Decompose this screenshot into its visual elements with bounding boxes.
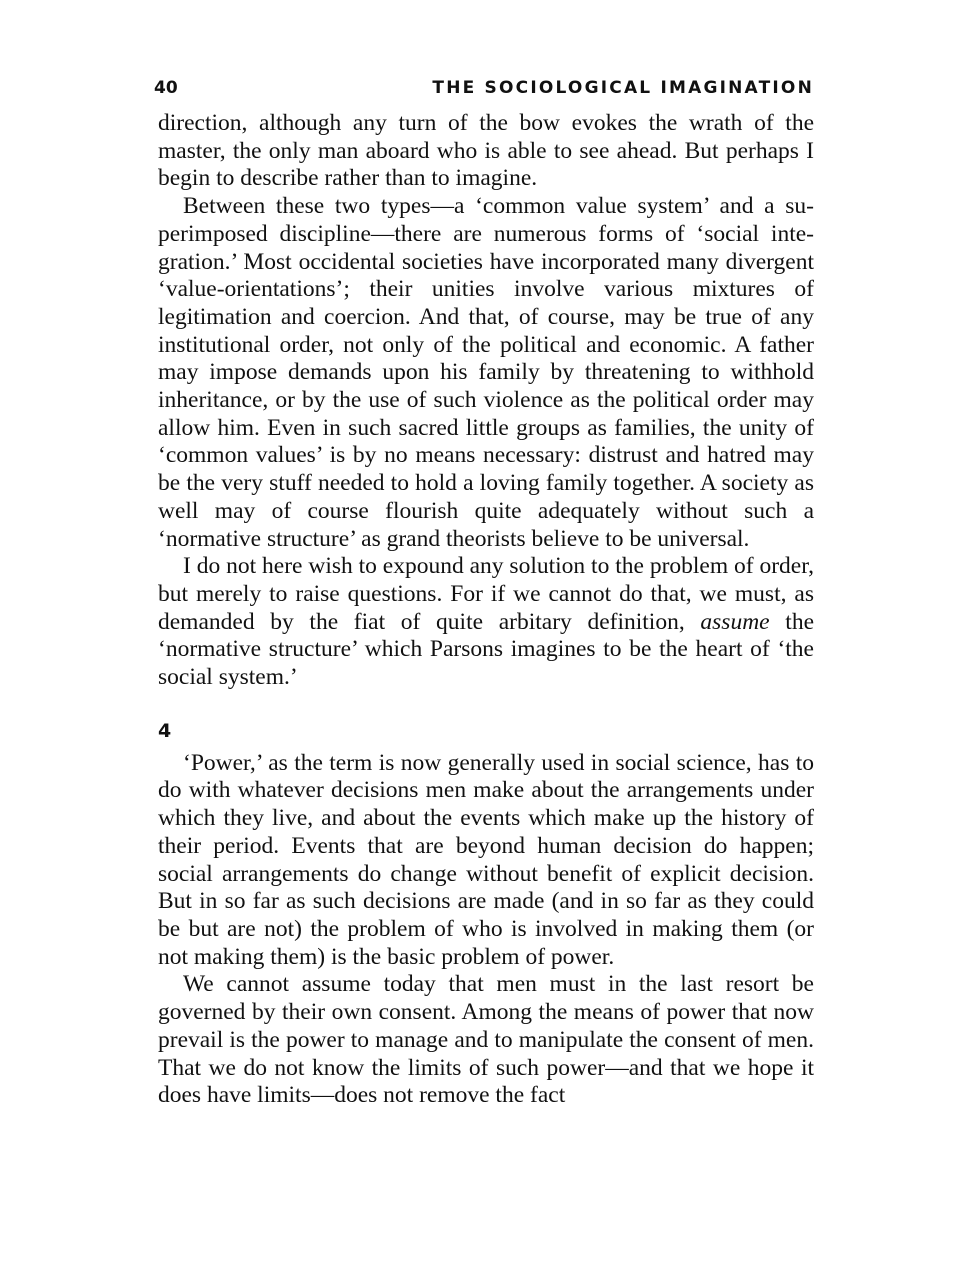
book-page (154, 78, 815, 1110)
paragraph-integration: Between these two types—a ‘common value system’ and a superimposed discipline—there are numerous forms of ‘social integration.’ Most occidental societies have incorporated many divergent ‘value-orientations’; their unities involve various mixtures of legitimation and coercion. And that, of course, may be true of any institutional order, not only of the political and economic. A father may impose demands upon his family by threatening to withhold inheritance, or by the use of such violence as the political order may allow him. Even in such sacred little groups as families, the unity of ‘common values’ is by no means necessary: distrust and hatred may be the very stuff needed to hold a loving family together. A society as well may of course flourish quite adequately without such a ‘normative structure’ as grand theorists believe to be universal. (158, 193, 814, 552)
paragraph-order (158, 553, 814, 692)
paragraph-order-text-end: the ‘normative structure’ which Parsons imagines to be the heart of ‘the social system.’ (158, 608, 815, 691)
paragraph-consent: We cannot assume today that men must in the last resort be governed by their own consent. Among the means of power that now prevail is the power to manage and to manipulate the consent of men. That we do not know the limits of such power—and that we hope it does have limits—does not remove the fact (158, 971, 814, 1109)
body-text (158, 110, 814, 1110)
emphasis-assume: assume (700, 608, 770, 635)
section-number: 4 (158, 719, 172, 742)
page-number: 40 (154, 78, 178, 98)
paragraph-continued: direction, although any turn of the bow evokes the wrath of the master, the only man aboard who is able to see ahead. But perhaps I begin to describe rather than to imagine. (158, 110, 814, 192)
paragraph-order-text-start: I do not here wish to expound any solution to the problem of order, but merely to raise questions. For if we cannot do that, we must, as demanded by the fiat of quite arbitary definition, (158, 553, 814, 635)
running-title: THE SOCIOLOGICAL IMAGINATION (432, 78, 814, 98)
running-head (154, 78, 814, 110)
paragraph-power: ‘Power,’ as the term is now generally used in social science, has to do with whatever decisions men make about the arrangements under which they live, and about the events which make up the history of their period. Events that are beyond human decision do happen; social arrangements do change without benefit of explicit decision. But in so far as such decisions are made (and in so far as they could be but are not) the problem of who is involved in making them (or not making them) is the basic problem of power. (158, 749, 814, 970)
